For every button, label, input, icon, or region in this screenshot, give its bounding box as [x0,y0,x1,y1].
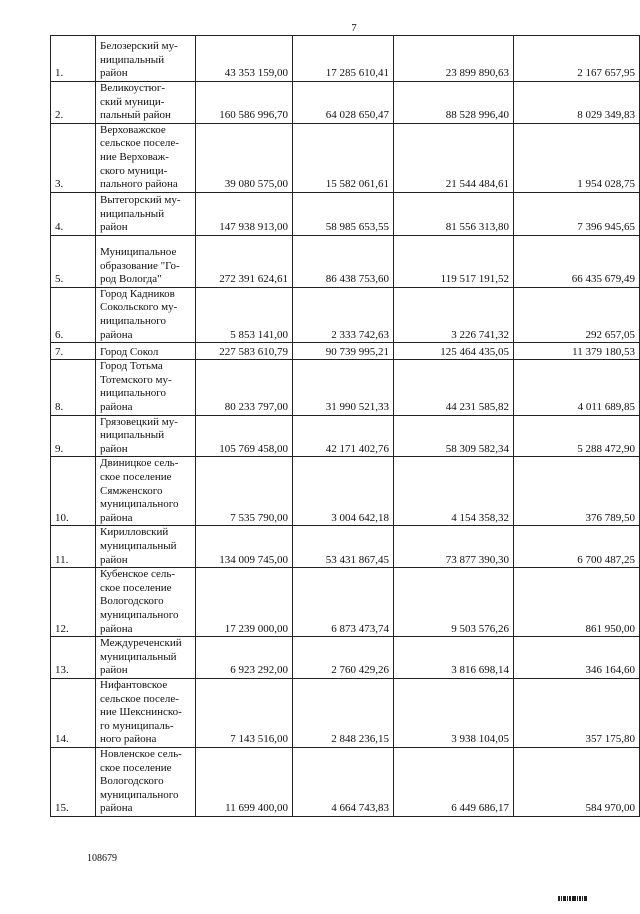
table-row [51,568,640,637]
amount-col-3: 119 517 191,52 [394,235,514,287]
amount-col-4: 357 175,80 [514,678,640,747]
municipality-name [96,82,196,124]
amount-col-2: 64 028 650,47 [293,82,394,124]
table-row [51,287,640,342]
table-row [51,637,640,679]
municipality-name [96,678,196,747]
amount-col-1: 6 923 292,00 [196,637,293,679]
amount-col-3: 4 154 358,32 [394,457,514,526]
municipality-name-line: Нифантовское [100,678,168,691]
row-number: 13. [51,637,96,679]
municipality-name-line: Муниципальное [100,246,177,258]
amount-col-4: 346 164,60 [514,637,640,679]
table-row [51,360,640,415]
table-row [51,678,640,747]
row-number: 14. [51,678,96,747]
row-number: 15. [51,747,96,816]
amount-col-2: 2 760 429,26 [293,637,394,679]
amount-col-3: 44 231 585,82 [394,360,514,415]
amount-col-3: 125 464 435,05 [394,343,514,360]
municipality-name [96,415,196,457]
amount-col-1: 7 143 516,00 [196,678,293,747]
amount-col-3: 81 556 313,80 [394,192,514,235]
amount-col-1: 160 586 996,70 [196,82,293,124]
amount-col-2: 2 333 742,63 [293,287,394,342]
municipality-name-line: район [100,442,128,455]
amount-col-2: 86 438 753,60 [293,235,394,287]
municipality-name-line: муниципальный [100,539,177,552]
amount-col-4: 66 435 679,49 [514,235,640,287]
municipality-name-line: Город Кадников [100,287,175,300]
municipality-name [96,568,196,637]
amount-col-2: 90 739 995,21 [293,343,394,360]
row-number: 6. [51,287,96,342]
amount-col-3: 21 544 484,61 [394,123,514,192]
table-row [51,123,640,192]
table-row [51,343,640,360]
amount-col-3: 3 226 741,32 [394,287,514,342]
municipality-name-line: ское поселение [100,470,172,483]
municipality-name-line: района [100,400,133,413]
municipality-name [96,637,196,679]
municipality-name-line: ский муници- [100,95,165,108]
municipality-name-line: муниципального [100,608,179,621]
amount-col-1: 39 080 575,00 [196,123,293,192]
amount-col-1: 272 391 624,61 [196,235,293,287]
amount-col-1: 227 583 610,79 [196,343,293,360]
row-number: 9. [51,415,96,457]
municipality-name-line: района [100,802,133,815]
municipality-name-line: пальный район [100,109,171,122]
amount-col-4: 11 379 180,53 [514,343,640,360]
municipality-name-line: род Вологда" [100,273,162,286]
municipality-name-line: муниципального [100,788,179,801]
table-row [51,82,640,124]
municipality-name-line: го муниципаль- [100,719,174,732]
row-number: 8. [51,360,96,415]
municipality-name-line: Сокольского му- [100,301,178,314]
row-number: 5. [51,235,96,287]
amount-col-3: 3 816 698,14 [394,637,514,679]
municipality-name-line: Грязовецкий му- [100,415,178,428]
amount-col-4: 6 700 487,25 [514,526,640,568]
municipality-name-line: ниципальный [100,429,165,442]
amount-col-3: 23 899 890,63 [394,36,514,82]
amount-col-4: 2 167 657,95 [514,36,640,82]
municipality-name [96,123,196,192]
municipality-name-line: Белозерский му- [100,40,178,53]
amount-col-1: 7 535 790,00 [196,457,293,526]
municipality-name-line: ское поселение [100,761,172,774]
amount-col-4: 584 970,00 [514,747,640,816]
amount-col-4: 5 288 472,90 [514,415,640,457]
allocation-table [50,35,640,817]
municipality-name-line: район [100,67,128,80]
document-code: 108679 [87,853,117,864]
amount-col-2: 58 985 653,55 [293,192,394,235]
amount-col-1: 105 769 458,00 [196,415,293,457]
municipality-name-line: ниципальный [100,207,165,220]
table-body [51,36,640,817]
municipality-name-line: Сямженского [100,484,163,497]
amount-col-2: 15 582 061,61 [293,123,394,192]
municipality-name-line: район [100,553,128,566]
table-row [51,192,640,235]
municipality-name-line: район [100,221,128,234]
row-number: 7. [51,343,96,360]
amount-col-2: 6 873 473,74 [293,568,394,637]
municipality-name-line: сельское поселе- [100,137,179,150]
amount-col-4: 376 789,50 [514,457,640,526]
municipality-name-line: Междуреченский [100,637,182,650]
amount-col-4: 7 396 945,65 [514,192,640,235]
municipality-name-line: образование "Го- [100,259,180,272]
amount-col-1: 134 009 745,00 [196,526,293,568]
municipality-name-line: ного района [100,733,157,746]
municipality-name-line: Город Сокол [100,345,159,358]
amount-col-3: 58 309 582,34 [394,415,514,457]
municipality-name-line: сельское поселе- [100,692,179,705]
municipality-name-line: района [100,622,133,635]
municipality-name-line: ние Верховаж- [100,151,169,163]
amount-col-4: 292 657,05 [514,287,640,342]
row-number: 11. [51,526,96,568]
municipality-name-line: пального района [100,178,178,191]
table-row [51,457,640,526]
municipality-name-line: Двиницкое сель- [100,457,179,470]
municipality-name-line: Кирилловский [100,526,169,539]
amount-col-3: 6 449 686,17 [394,747,514,816]
amount-col-2: 31 990 521,33 [293,360,394,415]
amount-col-2: 4 664 743,83 [293,747,394,816]
municipality-name-line: ниципальный [100,53,165,66]
table-row [51,36,640,82]
scan-barcode-mark [558,896,602,901]
municipality-name-line: ниципального [100,314,167,327]
table-row [51,526,640,568]
municipality-name-line: Великоустюг- [100,82,166,94]
amount-col-3: 3 938 104,05 [394,678,514,747]
amount-col-4: 8 029 349,83 [514,82,640,124]
amount-col-3: 9 503 576,26 [394,568,514,637]
municipality-name-line: Верховажское [100,123,166,136]
amount-col-1: 43 353 159,00 [196,36,293,82]
municipality-name [96,36,196,82]
municipality-name-line: Тотемского му- [100,373,172,386]
municipality-name-line: район [100,664,128,677]
row-number: 2. [51,82,96,124]
row-number: 1. [51,36,96,82]
municipality-name-line: ниципального [100,387,167,400]
page-number: 7 [351,22,357,34]
amount-col-1: 147 938 913,00 [196,192,293,235]
municipality-name [96,360,196,415]
table-row [51,415,640,457]
municipality-name-line: Вологодского [100,595,164,608]
municipality-name-line: ского муници- [100,164,168,177]
municipality-name [96,457,196,526]
amount-col-2: 3 004 642,18 [293,457,394,526]
amount-col-1: 5 853 141,00 [196,287,293,342]
amount-col-2: 2 848 236,15 [293,678,394,747]
amount-col-1: 80 233 797,00 [196,360,293,415]
municipality-name [96,343,196,360]
amount-col-1: 17 239 000,00 [196,568,293,637]
row-number: 12. [51,568,96,637]
municipality-name-line: муниципальный [100,650,177,663]
municipality-name-line: ние Шекснинско- [100,706,182,719]
municipality-name-line: района [100,511,133,524]
amount-col-2: 53 431 867,45 [293,526,394,568]
amount-col-4: 861 950,00 [514,568,640,637]
amount-col-4: 4 011 689,85 [514,360,640,415]
municipality-name-line: района [100,328,133,341]
municipality-name-line: Вытегорский му- [100,194,181,206]
municipality-name [96,287,196,342]
table-row [51,747,640,816]
municipality-name-line: Вологодского [100,775,164,788]
table-row [51,235,640,287]
amount-col-4: 1 954 028,75 [514,123,640,192]
row-number: 4. [51,192,96,235]
municipality-name [96,526,196,568]
municipality-name-line: ское поселение [100,581,172,594]
amount-col-2: 42 171 402,76 [293,415,394,457]
amount-col-3: 73 877 390,30 [394,526,514,568]
municipality-name-line: Город Тотьма [100,360,163,373]
municipality-name [96,747,196,816]
municipality-name-line: Кубенское сель- [100,568,176,581]
row-number: 10. [51,457,96,526]
municipality-name [96,235,196,287]
row-number: 3. [51,123,96,192]
municipality-name-line: муниципального [100,498,179,511]
amount-col-3: 88 528 996,40 [394,82,514,124]
municipality-name-line: Новленское сель- [100,747,182,760]
amount-col-1: 11 699 400,00 [196,747,293,816]
municipality-name [96,192,196,235]
amount-col-2: 17 285 610,41 [293,36,394,82]
